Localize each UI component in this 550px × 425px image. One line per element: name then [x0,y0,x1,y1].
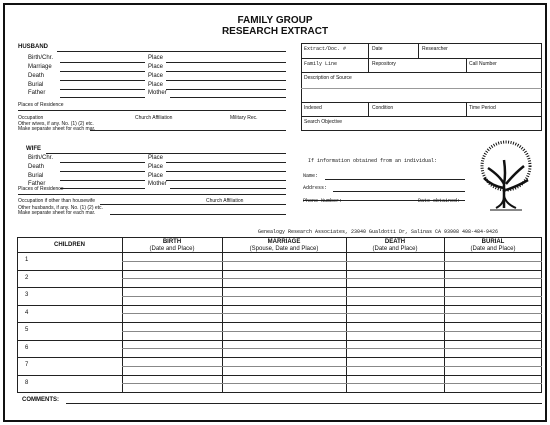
child-row-number: 8 [25,379,29,386]
child-row-number: 3 [25,292,29,298]
form-title: FAMILY GROUP [237,15,313,26]
extract-indexed-label: Indexed [304,105,322,111]
husband-other-wives-note: Other wives, if any. No. (1) (2) etc. [18,121,94,127]
wife-death-label: Death [28,164,45,170]
header-birth-sub: (Date and Place) [149,246,195,252]
child-row-divider [17,287,542,288]
child-row-number: 4 [25,309,29,316]
extract-family-line-label: Family Line [304,61,338,67]
husband-separate-sheet-note: Make separate sheet for each mar. [18,126,96,132]
individual-date-obtained-label: Date obtained: [418,198,461,204]
form-subtitle: RESEARCH EXTRACT [221,26,329,37]
husband-marriage-place-label: Place [148,64,164,70]
husband-church-label: Church Affiliation [135,115,173,121]
wife-label: WIFE [26,146,41,152]
header-death-sub: (Date and Place) [372,246,418,252]
extract-source-label: Description of Source [304,75,352,81]
wife-residence-label: Places of Residence [18,186,64,192]
child-row-midline [122,383,542,384]
extract-date-label: Date [372,46,383,52]
husband-military-label: Military Rec. [230,115,258,121]
child-row-divider [17,375,542,376]
associates-address: Genealogy Research Associates, 23040 Gualdotti Dr, Salinas CA 93908 408-484-9426 [258,229,499,235]
extract-call-number-label: Call Number [469,61,497,67]
husband-father-label: Father [28,90,46,96]
wife-birth-place-label: Place [148,155,164,161]
child-row-midline [122,313,542,314]
child-row-midline [122,296,542,297]
extract-condition-label: Condition [372,105,394,111]
husband-birth-place-label: Place [148,55,164,61]
child-row-midline [122,348,542,349]
extract-doc-label: Extract/Doc. # [304,46,347,52]
individual-address-label: Address: [303,185,328,191]
child-row-divider [17,305,542,306]
wife-occupation-label: Occupation if other than housewife [18,198,95,204]
individual-info-heading: If information obtained from an individual: [308,158,438,164]
husband-residence-label: Places of Residence [18,102,64,108]
child-row-midline [122,331,542,332]
wife-birth-label: Birth/Chr. [28,155,54,161]
comments-label: COMMENTS: [22,397,59,403]
header-death: DEATH [384,239,406,245]
wife-other-husbands-note: Other husbands, if any. No. (1) (2) etc. [18,205,103,211]
child-row-number: 5 [25,327,29,333]
husband-birth-label: Birth/Chr. [28,55,54,61]
child-row-divider [17,340,542,341]
child-row-divider [17,357,542,358]
individual-phone-label: Phone Number: [303,198,343,204]
family-tree-logo-icon [470,138,542,214]
header-children: CHILDREN [54,242,85,248]
wife-burial-label: Burial [28,173,44,179]
husband-death-place-label: Place [148,73,164,79]
header-burial: BURIAL [481,239,505,245]
child-row-number: 6 [25,344,29,351]
child-row-divider [17,322,542,323]
child-row-midline [122,278,542,279]
extract-search-objective-label: Search Objective [304,119,343,125]
extract-researcher-label: Researcher [422,46,448,52]
wife-father-label: Father [28,181,46,187]
individual-name-label: Name: [303,173,319,179]
wife-church-label: Church Affiliation [206,198,244,204]
husband-marriage-label: Marriage [28,64,52,70]
extract-repository-label: Repository [372,61,396,67]
child-row-divider [17,270,542,271]
header-marriage-sub: (Spouse, Date and Place) [249,246,319,252]
husband-burial-place-label: Place [148,82,164,88]
husband-birth-place-field[interactable] [166,62,286,63]
wife-burial-place-label: Place [148,173,164,179]
extract-info-box [301,43,542,131]
header-burial-sub: (Date and Place) [470,246,516,252]
husband-mother-label: Mother [148,90,167,96]
header-birth: BIRTH [162,239,182,245]
header-marriage: MARRIAGE [267,239,301,245]
husband-occupation-label: Occupation [18,115,44,121]
child-row-number: 1 [25,257,29,263]
child-row-midline [122,261,542,262]
wife-death-place-label: Place [148,164,164,170]
husband-death-label: Death [28,73,45,79]
extract-time-period-label: Time Period [469,105,496,111]
child-row-midline [122,366,542,367]
wife-mother-label: Mother [148,181,167,187]
husband-label: HUSBAND [18,44,48,50]
husband-burial-label: Burial [28,82,44,88]
child-row-number: 2 [25,274,29,281]
wife-separate-sheet-note: Make separate sheet for each mar. [18,210,96,216]
child-row-number: 7 [25,362,29,368]
